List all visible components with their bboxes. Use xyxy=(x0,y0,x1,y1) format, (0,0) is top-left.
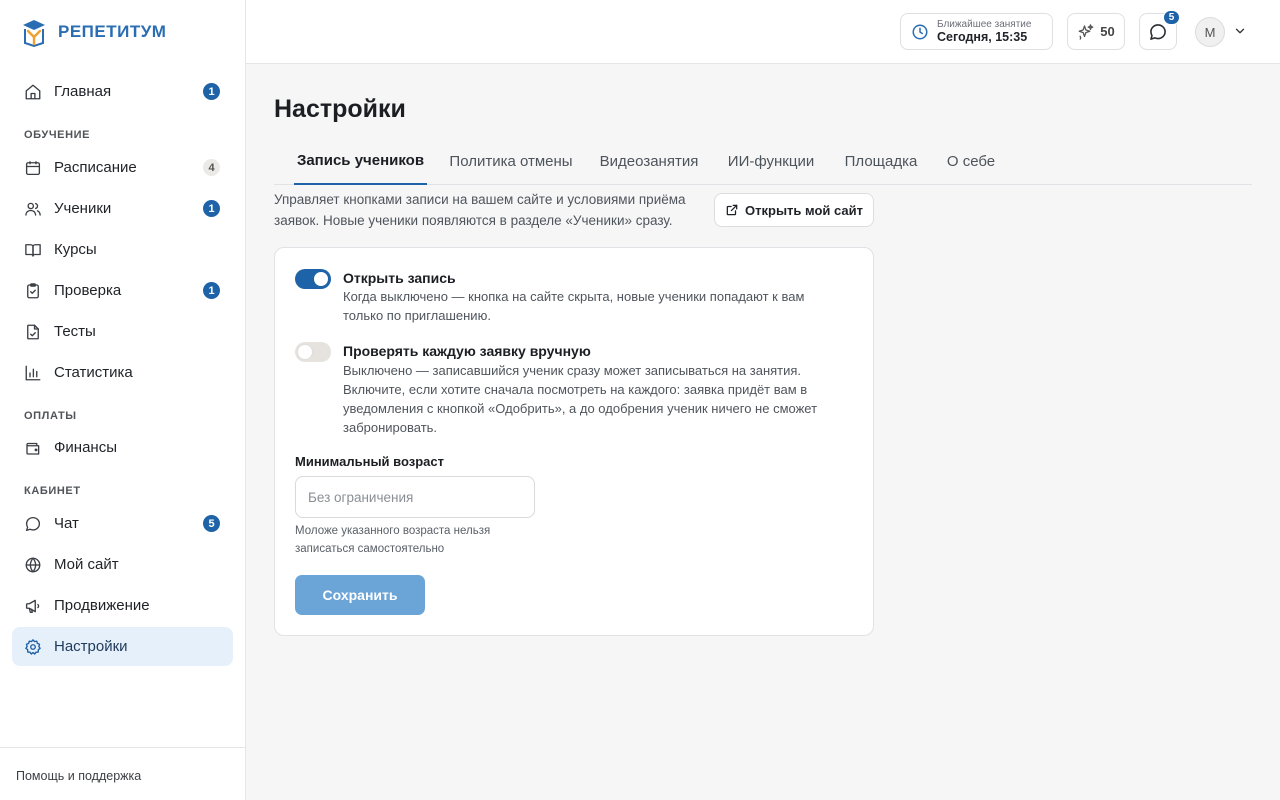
clipboard-check-icon xyxy=(24,282,42,300)
top-header xyxy=(246,0,1280,64)
ai-points-button[interactable] xyxy=(1067,13,1125,50)
manual-review-description: Выключено — записавшийся ученик сразу может записываться на занятия. Включите, если хотите сначала посмотреть на каждого: заявка придёт вам в уведомления с кнопкой «Одобрить», а до одобрения ученик ничего не сможет забронировать. xyxy=(343,363,818,435)
brand-logo[interactable] xyxy=(20,15,166,49)
sidebar-item-tests[interactable] xyxy=(12,312,233,351)
help-support-link[interactable]: Помощь и поддержка xyxy=(16,769,142,783)
chat-bubble-icon xyxy=(24,515,42,533)
sidebar-item-label: Мой сайт xyxy=(54,556,119,573)
sidebar-footer xyxy=(0,747,245,800)
sidebar-item-stats[interactable] xyxy=(12,353,233,392)
users-icon xyxy=(24,200,42,218)
settings-tabs xyxy=(274,137,1252,185)
section-label-cabinet: КАБИНЕТ xyxy=(24,485,81,497)
sidebar-item-label: Статистика xyxy=(54,364,133,381)
toggle-knob xyxy=(298,345,312,359)
sidebar-item-label: Проверка xyxy=(54,282,122,299)
home-icon xyxy=(24,83,42,101)
manual-review-title: Проверять каждую заявку вручную xyxy=(343,343,591,359)
sidebar xyxy=(0,0,246,800)
open-my-site-button[interactable] xyxy=(714,193,874,227)
min-age-label: Минимальный возраст xyxy=(295,454,444,469)
file-check-icon xyxy=(24,323,42,341)
sidebar-item-label: Ученики xyxy=(54,200,112,217)
next-lesson-text xyxy=(937,19,1031,45)
open-enrollment-title: Открыть запись xyxy=(343,270,456,286)
sidebar-item-label: Главная xyxy=(54,83,112,100)
calendar-icon xyxy=(24,159,42,177)
tab-platform[interactable]: Площадка xyxy=(844,152,918,170)
min-age-input[interactable] xyxy=(295,476,535,518)
sidebar-item-courses[interactable] xyxy=(12,230,233,269)
sidebar-item-home[interactable] xyxy=(12,72,233,111)
sidebar-item-label: Курсы xyxy=(54,241,97,258)
page-title: Настройки xyxy=(274,95,406,123)
home-count-badge: 1 xyxy=(203,83,220,100)
external-link-icon xyxy=(725,203,739,217)
tab-video-lessons[interactable]: Видеозанятия xyxy=(599,152,699,170)
gear-icon xyxy=(24,638,42,656)
avatar[interactable]: М xyxy=(1195,17,1225,47)
clock-icon xyxy=(911,23,929,41)
section-label-learning: ОБУЧЕНИЕ xyxy=(24,129,91,141)
tab-student-enrollment[interactable]: Запись учеников xyxy=(294,137,427,185)
sidebar-item-review[interactable] xyxy=(12,271,233,310)
tab-cancellation-policy[interactable]: Политика отмены xyxy=(449,152,573,170)
tab-ai-functions[interactable]: ИИ-функции xyxy=(727,152,815,170)
sidebar-item-mysite[interactable] xyxy=(12,545,233,584)
sidebar-item-promo[interactable] xyxy=(12,586,233,625)
section-label-payments: ОПЛАТЫ xyxy=(24,410,77,422)
students-count-badge: 1 xyxy=(203,200,220,217)
wallet-icon xyxy=(24,439,42,457)
header-chat-badge: 5 xyxy=(1163,10,1180,25)
sidebar-item-students[interactable] xyxy=(12,189,233,228)
chat-count-badge: 5 xyxy=(203,515,220,532)
next-lesson-widget[interactable] xyxy=(900,13,1053,50)
sidebar-item-schedule[interactable] xyxy=(12,148,233,187)
graduation-cap-logo-icon xyxy=(20,16,48,48)
open-enrollment-description: Когда выключено — кнопка на сайте скрыта, новые ученики попадают к вам только по приглашению. xyxy=(343,289,805,323)
sidebar-item-label: Продвижение xyxy=(54,597,150,614)
next-lesson-caption: Ближайшее занятие xyxy=(937,18,1032,30)
bar-chart-icon xyxy=(24,364,42,382)
next-lesson-value: Сегодня, 15:35 xyxy=(937,30,1028,45)
megaphone-icon xyxy=(24,597,42,615)
sidebar-item-label: Расписание xyxy=(54,159,137,176)
toggle-knob xyxy=(314,272,328,286)
sidebar-item-label: Финансы xyxy=(54,439,117,456)
sidebar-item-label: Тесты xyxy=(54,323,96,340)
open-my-site-label: Открыть мой сайт xyxy=(745,202,863,218)
points-count: 50 xyxy=(1100,24,1115,39)
tab-about-me[interactable]: О себе xyxy=(946,152,996,170)
brand-name: РЕПЕТИТУМ xyxy=(58,22,167,41)
header-chat-button[interactable] xyxy=(1139,13,1177,50)
globe-icon xyxy=(24,556,42,574)
enrollment-settings-card xyxy=(274,247,874,636)
min-age-hint: Моложе указанного возраста нельзя записаться самостоятельно xyxy=(295,525,491,555)
review-count-badge: 1 xyxy=(203,282,220,299)
sidebar-item-settings[interactable] xyxy=(12,627,233,666)
sidebar-item-chat[interactable] xyxy=(12,504,233,543)
save-button[interactable]: Сохранить xyxy=(295,575,425,615)
open-enrollment-toggle[interactable] xyxy=(295,269,331,289)
tab-description: Управляет кнопками записи на вашем сайте и условиями приёма заявок. Новые ученики появляются в разделе «Ученики» сразу. xyxy=(274,192,686,228)
chevron-down-icon[interactable] xyxy=(1233,24,1247,38)
manual-review-toggle[interactable] xyxy=(295,342,331,362)
schedule-count-badge: 4 xyxy=(203,159,220,176)
sidebar-item-finance[interactable] xyxy=(12,428,233,467)
chat-bubble-icon xyxy=(1148,22,1168,42)
sparkles-icon xyxy=(1077,23,1095,41)
book-open-icon xyxy=(24,241,42,259)
sidebar-item-label: Настройки xyxy=(54,638,128,655)
sidebar-item-label: Чат xyxy=(54,515,79,532)
